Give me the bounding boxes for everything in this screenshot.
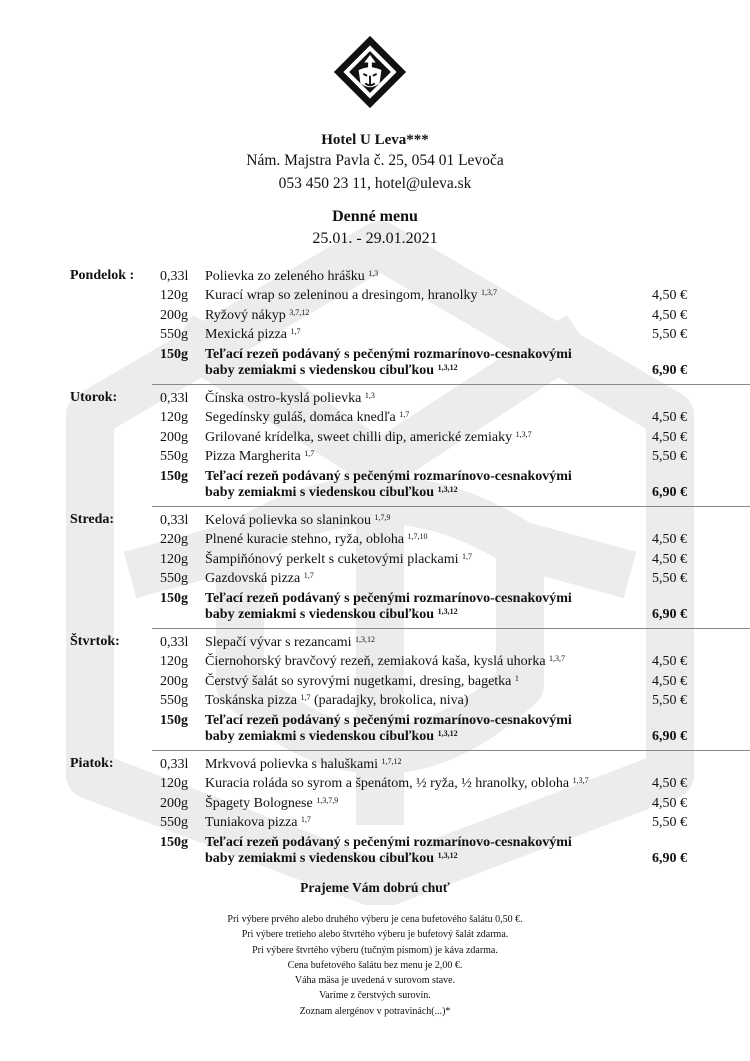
item-dish — [205, 692, 469, 710]
item-quantity: 200g — [160, 673, 188, 689]
item-dish — [205, 795, 338, 813]
item-dish — [205, 673, 519, 691]
item-quantity: 550g — [160, 693, 188, 709]
hotel-contact: 053 450 23 11, hotel@uleva.sk — [278, 175, 472, 192]
dish-name: Toskánska pizza — [205, 693, 297, 709]
hotel-address: Nám. Majstra Pavla č. 25, 054 01 Levoča — [246, 152, 504, 169]
item-quantity: 550g — [160, 815, 188, 831]
menu-item — [0, 429, 750, 449]
menu-item — [0, 531, 750, 551]
allergen-codes: 1,7,9 — [374, 513, 391, 522]
allergen-codes: 1,3,7 — [515, 429, 532, 439]
item-dish — [205, 606, 458, 624]
item-price: 6,90 € — [652, 362, 687, 378]
allergen-codes: 1,7 — [290, 327, 301, 337]
item-dish — [205, 570, 314, 588]
dish-name: Čínska ostro-kyslá polievka — [205, 391, 362, 406]
item-quantity: 0,33l — [160, 635, 189, 650]
allergen-codes: 1,3,7 — [572, 776, 589, 786]
notes — [0, 912, 750, 1019]
menu-item — [0, 326, 750, 346]
item-price: 6,90 € — [652, 728, 687, 744]
item-price: 6,90 € — [652, 850, 687, 866]
item-price: 6,90 € — [652, 484, 687, 500]
item-dish — [205, 653, 565, 671]
item-price: 5,50 € — [652, 815, 687, 831]
menu-item — [0, 362, 750, 382]
menu-item — [0, 653, 750, 673]
hotel-name: Hotel U Leva*** — [321, 132, 429, 148]
item-dish — [205, 409, 409, 427]
item-quantity: 200g — [160, 429, 188, 445]
menu-item — [0, 850, 750, 870]
menu-item — [0, 756, 750, 776]
dish-name: Plnené kuracie stehno, ryža, obloha — [205, 532, 405, 548]
note-line: Pri výbere tretieho alebo štvrtého výberu je bufetový šalát zdarma. — [241, 929, 509, 941]
dish-name: Čiernohorský bravčový rezeň, zemiaková kaša, kyslá uhorka — [205, 654, 546, 670]
item-quantity: 200g — [160, 307, 188, 323]
menu-item — [0, 287, 750, 307]
item-price: 5,50 € — [652, 327, 687, 343]
item-price: 4,50 € — [652, 795, 687, 811]
item-quantity: 120g — [160, 551, 188, 567]
dish-name: Slepačí vývar s rezancami — [205, 635, 352, 650]
allergen-codes: 1,3,12 — [437, 606, 458, 616]
dish-name: Kuracia roláda so syrom a špenátom, ½ ryža, ½ hranolky, obloha — [205, 776, 570, 792]
item-dish — [205, 390, 375, 408]
dish-name: Mrkvová polievka s haluškami — [205, 757, 379, 772]
item-price: 4,50 € — [652, 288, 687, 304]
note-line: Zoznam alergénov v potravinách(...)* — [299, 1005, 451, 1017]
allergen-codes: 1,7 — [304, 449, 315, 459]
day-name: Utorok: — [70, 390, 118, 405]
menu-item — [0, 606, 750, 626]
item-dish — [205, 448, 314, 466]
allergen-codes: 1,7 — [300, 693, 311, 703]
allergen-codes: 1,3,7 — [481, 288, 498, 298]
item-price: 5,50 € — [652, 449, 687, 465]
item-dish — [205, 429, 532, 447]
dish-name: Čerstvý šalát so syrovými nugetkami, dresing, bagetka — [205, 673, 512, 689]
day-name: Pondelok : — [70, 268, 135, 283]
allergen-codes: 1,3,7 — [549, 654, 566, 664]
allergen-codes: 1,7 — [462, 551, 473, 561]
allergen-codes: 1,3,12 — [437, 850, 458, 860]
item-price: 4,50 € — [652, 532, 687, 548]
menu-item — [0, 484, 750, 504]
item-quantity: 550g — [160, 571, 188, 587]
dish-name: baby zemiakmi s viedenskou cibuľkou — [205, 606, 435, 622]
item-quantity: 550g — [160, 327, 188, 343]
menu-item — [0, 409, 750, 429]
item-dish — [205, 775, 589, 793]
menu-item — [0, 775, 750, 795]
item-dish — [205, 484, 458, 502]
menu-item — [0, 814, 750, 834]
menu-item — [0, 448, 750, 468]
item-quantity: 120g — [160, 410, 188, 426]
menu-item — [0, 268, 750, 288]
menu-item — [0, 551, 750, 571]
item-quantity: 150g — [160, 346, 188, 362]
dish-name: Gazdovská pizza — [205, 571, 301, 587]
note-line: Pri výbere štvrtého výberu (tučným písmom) je káva zdarma. — [252, 944, 498, 956]
dish-name: baby zemiakmi s viedenskou cibuľkou — [205, 728, 435, 744]
item-quantity: 200g — [160, 795, 188, 811]
item-quantity: 0,33l — [160, 513, 189, 528]
dish-name: Mexická pizza — [205, 327, 288, 343]
dish-name: baby zemiakmi s viedenskou cibuľkou — [205, 850, 435, 866]
dish-name: Teľací rezeň podávaný s pečenými rozmarínovo-cesnakovými — [205, 590, 572, 606]
item-quantity: 0,33l — [160, 757, 189, 772]
menu-item — [0, 692, 750, 712]
item-price: 4,50 € — [652, 307, 687, 323]
item-quantity: 220g — [160, 532, 188, 548]
dish-suffix: (paradajky, brokolica, niva) — [310, 693, 469, 709]
day-divider — [152, 750, 750, 751]
dish-name: Špagety Bolognese — [205, 795, 313, 811]
allergen-codes: 1,3,12 — [437, 728, 458, 738]
menu-item — [0, 795, 750, 815]
day-name: Piatok: — [70, 756, 114, 771]
item-quantity: 120g — [160, 776, 188, 792]
item-dish — [205, 287, 497, 305]
dish-name: Teľací rezeň podávaný s pečenými rozmarínovo-cesnakovými — [205, 834, 572, 850]
item-dish — [205, 512, 391, 530]
dish-name: Pizza Margherita — [205, 449, 301, 465]
item-quantity: 150g — [160, 834, 188, 850]
menu-item — [0, 570, 750, 590]
item-quantity: 150g — [160, 468, 188, 484]
item-quantity: 0,33l — [160, 391, 189, 406]
dish-name: Teľací rezeň podávaný s pečenými rozmarínovo-cesnakovými — [205, 468, 572, 484]
allergen-codes: 1,3,7,9 — [316, 795, 339, 805]
item-quantity: 0,33l — [160, 269, 189, 284]
menu-item — [0, 512, 750, 532]
note-line: Váha mäsa je uvedená v surovom stave. — [294, 975, 456, 987]
item-price: 5,50 € — [652, 693, 687, 709]
allergen-codes: 1,3,12 — [437, 484, 458, 494]
dish-name: Segedínsky guláš, domáca knedľa — [205, 410, 396, 426]
item-quantity: 550g — [160, 449, 188, 465]
menu-item — [0, 728, 750, 748]
item-dish — [205, 850, 458, 868]
item-quantity: 120g — [160, 288, 188, 304]
note-line: Pri výbere prvého alebo druhého výberu je cena bufetového šalátu 0,50 €. — [227, 914, 523, 925]
menu-item — [0, 673, 750, 693]
allergen-codes: 1,7,12 — [381, 757, 402, 766]
day-divider — [152, 384, 750, 385]
day-name: Streda: — [70, 512, 115, 527]
item-quantity: 150g — [160, 712, 188, 728]
item-price: 4,50 € — [652, 776, 687, 792]
day-divider — [152, 628, 750, 629]
allergen-codes: 1 — [514, 673, 519, 683]
item-dish — [205, 728, 458, 746]
day-name: Štvrtok: — [70, 634, 120, 649]
dish-name: Kelová polievka so slaninkou — [205, 513, 372, 528]
item-dish — [205, 531, 428, 549]
item-price: 4,50 € — [652, 429, 687, 445]
dish-name: Polievka zo zeleného hrášku — [205, 269, 365, 284]
allergen-codes: 1,3,12 — [437, 362, 458, 372]
dish-name: baby zemiakmi s viedenskou cibuľkou — [205, 362, 435, 378]
allergen-codes: 1,7 — [399, 410, 410, 420]
menu-item — [0, 307, 750, 327]
item-price: 4,50 € — [652, 654, 687, 670]
menu-title: Denné menu — [332, 208, 418, 225]
allergen-codes: 1,3,12 — [355, 635, 376, 644]
item-dish — [205, 307, 309, 325]
lion-logo — [332, 34, 408, 110]
item-dish — [205, 814, 311, 832]
menu-item — [0, 634, 750, 654]
allergen-codes: 1,3 — [368, 269, 379, 278]
dish-name: Kurací wrap so zeleninou a dresingom, hranolky — [205, 288, 478, 304]
item-dish — [205, 362, 458, 380]
allergen-codes: 1,3 — [364, 391, 375, 400]
item-price: 4,50 € — [652, 551, 687, 567]
dish-name: baby zemiakmi s viedenskou cibuľkou — [205, 484, 435, 500]
item-price: 4,50 € — [652, 673, 687, 689]
dish-name: Grilované krídelka, sweet chilli dip, americké zemiaky — [205, 429, 513, 445]
day-divider — [152, 506, 750, 507]
closing-wish: Prajeme Vám dobrú chuť — [300, 880, 450, 895]
dish-name: Šampiňónový perkelt s cuketovými plackami — [205, 551, 459, 567]
dish-name: Teľací rezeň podávaný s pečenými rozmarínovo-cesnakovými — [205, 712, 572, 728]
note-line: Varíme z čerstvých surovín. — [319, 990, 431, 1002]
item-dish — [205, 634, 375, 652]
menu-item — [0, 390, 750, 410]
item-quantity: 120g — [160, 654, 188, 670]
item-dish — [205, 326, 301, 344]
item-dish — [205, 551, 472, 569]
item-dish — [205, 756, 402, 774]
allergen-codes: 1,7,10 — [407, 532, 428, 542]
allergen-codes: 1,7 — [303, 571, 314, 581]
menu-dates: 25.01. - 29.01.2021 — [312, 230, 438, 247]
dish-name: Ryžový nákyp — [205, 307, 286, 323]
note-line: Cena bufetového šalátu bez menu je 2,00 €. — [287, 959, 463, 971]
item-price: 5,50 € — [652, 571, 687, 587]
dish-name: Teľací rezeň podávaný s pečenými rozmarínovo-cesnakovými — [205, 346, 572, 362]
dish-name: Tuniakova pizza — [205, 815, 298, 831]
item-price: 6,90 € — [652, 606, 687, 622]
allergen-codes: 1,7 — [300, 815, 311, 825]
item-quantity: 150g — [160, 590, 188, 606]
item-price: 4,50 € — [652, 410, 687, 426]
item-dish — [205, 268, 378, 286]
allergen-codes: 3,7,12 — [289, 307, 310, 317]
